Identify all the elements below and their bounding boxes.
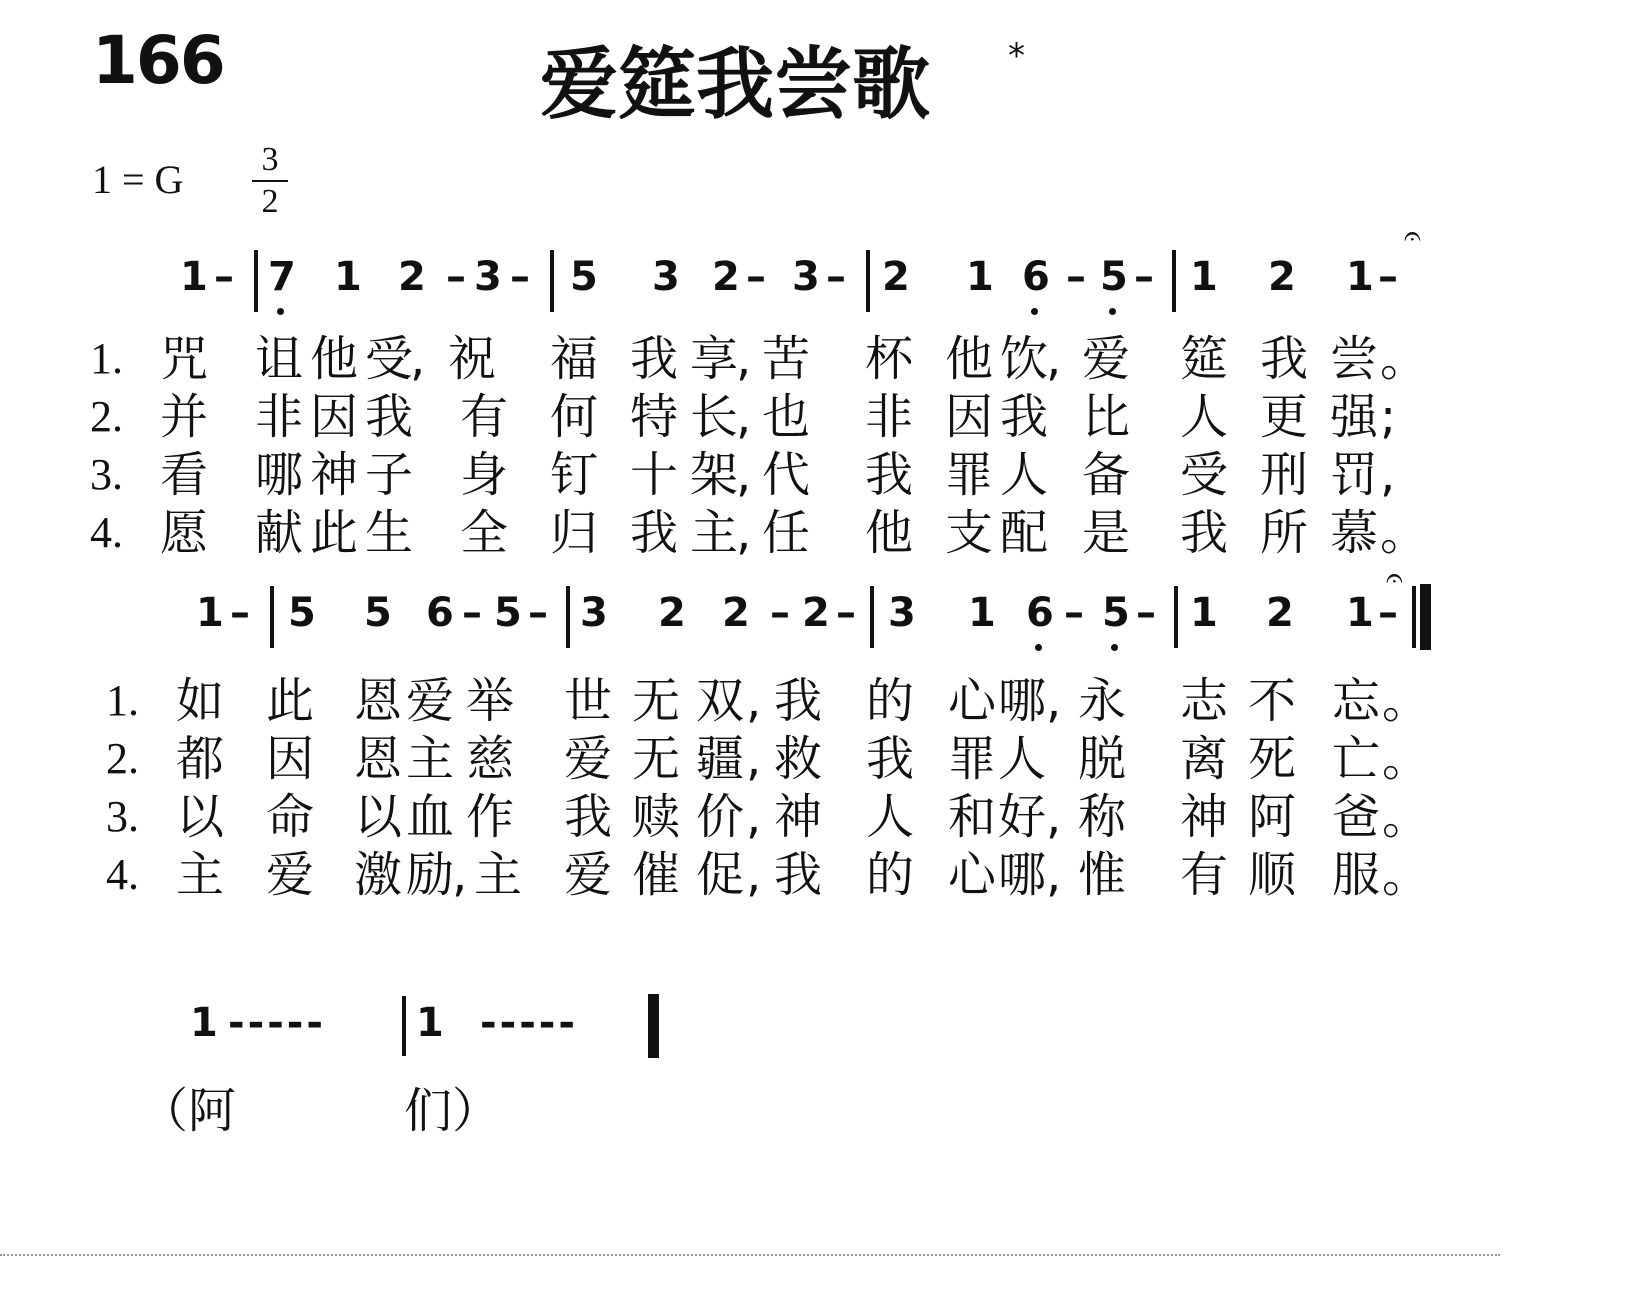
lyric-char: 享 (690, 331, 739, 387)
note: 2 (722, 590, 750, 636)
verse-number: 2. (90, 392, 123, 441)
note: 5 (288, 590, 316, 636)
lyric-char: 筵 (1180, 331, 1229, 387)
octave-dot (1031, 308, 1038, 315)
dash: – (1378, 590, 1401, 636)
barline (550, 250, 554, 312)
lyric-char: 备 (1082, 447, 1131, 503)
lyric-char: 长 (690, 389, 739, 445)
lyric-char: 人 (998, 731, 1047, 787)
verse-number: 4. (106, 850, 139, 899)
note: 2 (802, 590, 830, 636)
lyric-char: 更 (1260, 389, 1309, 445)
note: 2 (658, 590, 686, 636)
lyric-char: 特 (630, 389, 679, 445)
dash: – (826, 254, 849, 300)
lyric-char: 祝 (448, 331, 497, 387)
lyric-char: 全 (460, 505, 509, 561)
lyric-char: 亡 (1332, 731, 1381, 787)
lyric-char: 比 (1082, 389, 1131, 445)
lyric-char: 忘 (1332, 673, 1381, 729)
note: 3 (792, 254, 820, 300)
lyric-char: 也 (762, 389, 811, 445)
lyric-char: 称 (1078, 789, 1127, 845)
note: 2 (1268, 254, 1296, 300)
note: 2 (712, 254, 740, 300)
lyric-char: 愿 (160, 505, 209, 561)
lyric-char: 以 (354, 789, 403, 845)
note: 1 (1190, 254, 1218, 300)
lyric-char: 心 (948, 847, 997, 903)
note: 1 (180, 254, 208, 300)
lyric-char: 。 (1382, 731, 1431, 787)
lyric-char: 哪 (255, 447, 304, 503)
note: 1 (196, 590, 224, 636)
lyric-char: 我 (774, 847, 823, 903)
lyric-char: 世 (564, 673, 613, 729)
lyric-char: 无 (632, 673, 681, 729)
dash: – (230, 590, 253, 636)
lyric-char: 我 (866, 731, 915, 787)
lyric-char: 尝 (1330, 331, 1379, 387)
note: 2 (882, 254, 910, 300)
lyric-char: 催 (632, 847, 681, 903)
note: 1 (190, 1000, 218, 1046)
dash: – (746, 254, 769, 300)
barline (1412, 586, 1416, 648)
dash: – (836, 590, 859, 636)
verse-number: 2. (106, 734, 139, 783)
lyric-char: 激 (354, 847, 403, 903)
note: 6 (426, 590, 454, 636)
lyric-char: 归 (550, 505, 599, 561)
dash: – (1064, 590, 1087, 636)
time-signature (252, 140, 288, 222)
key-signature: 1 = G (92, 157, 184, 202)
dash: – (1378, 254, 1401, 300)
dash: – (1134, 254, 1157, 300)
lyric-char: 如 (176, 673, 225, 729)
note: 1 (1346, 254, 1374, 300)
lyric-char: 爱 (564, 731, 613, 787)
lyric-char: 有 (1180, 847, 1229, 903)
lyric-char: 慕 (1330, 505, 1379, 561)
lyric-char: 我 (1180, 505, 1229, 561)
dash: ----- (480, 1000, 579, 1046)
barline (270, 586, 274, 648)
hymn-number: 166 (92, 22, 224, 99)
lyric-char: 我 (630, 331, 679, 387)
lyric-char: , (736, 447, 752, 503)
lyric-char: 。 (1382, 673, 1431, 729)
amen-lyric-right: 们） (404, 1083, 501, 1139)
lyric-char: 离 (1180, 731, 1229, 787)
lyric-char: 主 (474, 847, 523, 903)
barline (1174, 586, 1178, 648)
lyric-char: 。 (1380, 505, 1429, 561)
lyric-char: 我 (1000, 389, 1049, 445)
lyric-char: 惟 (1078, 847, 1127, 903)
lyric-char: 子 (365, 447, 414, 503)
lyric-char: 哪 (998, 673, 1047, 729)
lyric-char: , (1046, 673, 1062, 729)
lyric-char: 和 (948, 789, 997, 845)
note: 5 (364, 590, 392, 636)
lyric-char: 主 (176, 847, 225, 903)
lyric-char: 哪 (998, 847, 1047, 903)
lyric-char: 我 (630, 505, 679, 561)
lyric-char: 的 (866, 673, 915, 729)
note: 3 (474, 254, 502, 300)
lyric-char: 好 (998, 789, 1047, 845)
lyric-char: 此 (266, 673, 315, 729)
lyric-char: 杯 (865, 331, 914, 387)
lyric-char: 钉 (550, 447, 599, 503)
lyric-char: 看 (160, 447, 209, 503)
lyric-char: 救 (774, 731, 823, 787)
verse-number: 3. (106, 792, 139, 841)
final-barline (1420, 584, 1431, 650)
lyric-char: 双 (696, 673, 745, 729)
dash: – (1136, 590, 1159, 636)
lyric-char: 作 (466, 789, 515, 845)
lyric-char: 命 (266, 789, 315, 845)
lyric-char: 非 (865, 389, 914, 445)
lyric-char: 服 (1332, 847, 1381, 903)
lyric-char: 不 (1248, 673, 1297, 729)
lyric-char: 我 (1260, 331, 1309, 387)
lyric-char: 无 (632, 731, 681, 787)
lyric-char: , (746, 847, 762, 903)
lyric-char: , (746, 789, 762, 845)
time-signature-bottom: 2 (261, 183, 279, 220)
lyric-char: 都 (176, 731, 225, 787)
lyric-char: 饮 (1000, 331, 1049, 387)
dash: – (510, 254, 533, 300)
dash: – (1066, 254, 1089, 300)
lyric-char: 脱 (1078, 731, 1127, 787)
octave-dot (1111, 644, 1118, 651)
lyric-char: 我 (365, 389, 414, 445)
lyric-char: 刑 (1260, 447, 1309, 503)
verse-number: 1. (106, 676, 139, 725)
lyric-char: 我 (774, 673, 823, 729)
hymn-title: 爱筵我尝歌 (540, 40, 931, 130)
lyric-char: 任 (762, 505, 811, 561)
lyric-char: 永 (1078, 673, 1127, 729)
lyric-char: 恩 (354, 731, 403, 787)
lyric-char: 神 (310, 447, 359, 503)
lyric-char: 举 (466, 673, 515, 729)
lyric-char: 促 (696, 847, 745, 903)
lyric-char: 架 (690, 447, 739, 503)
lyric-char: , (1046, 331, 1062, 387)
verse-number: 1. (90, 334, 123, 383)
lyric-char: 并 (160, 389, 209, 445)
lyric-char: 因 (945, 389, 994, 445)
lyric-char: 诅 (255, 331, 304, 387)
dash: – (462, 590, 485, 636)
title-footnote-mark: * (1008, 36, 1025, 76)
octave-dot (277, 308, 284, 315)
note: 2 (1266, 590, 1294, 636)
lyric-char: 神 (1180, 789, 1229, 845)
lyric-char: 。 (1380, 331, 1429, 387)
note: 2 (398, 254, 426, 300)
lyric-char: 志 (1180, 673, 1229, 729)
lyric-char: 有 (460, 389, 509, 445)
lyric-char: 咒 (160, 331, 209, 387)
dash: – (446, 254, 469, 300)
lyric-char: 生 (365, 505, 414, 561)
lyric-char: 因 (266, 731, 315, 787)
lyric-char: 配 (1000, 505, 1049, 561)
lyric-char: 何 (550, 389, 599, 445)
lyric-char: 代 (762, 447, 811, 503)
lyric-char: 受 (365, 331, 414, 387)
lyric-char: 罪 (945, 447, 994, 503)
lyric-char: 十 (630, 447, 679, 503)
lyric-char: 非 (255, 389, 304, 445)
dash: ----- (228, 1000, 327, 1046)
page-divider (0, 1254, 1500, 1256)
lyric-char: 爸 (1332, 789, 1381, 845)
lyric-char: 他 (865, 505, 914, 561)
barline (566, 586, 570, 648)
lyric-char: 血 (406, 789, 455, 845)
lyric-char: 他 (945, 331, 994, 387)
lyric-char: 神 (774, 789, 823, 845)
lyric-char: , (410, 331, 426, 387)
dash: – (214, 254, 237, 300)
lyric-char: 因 (310, 389, 359, 445)
lyric-char: , (1046, 847, 1062, 903)
dash: – (528, 590, 551, 636)
lyric-char: , (736, 389, 752, 445)
barline (866, 250, 870, 312)
lyric-char: , (452, 847, 468, 903)
note: 5 (494, 590, 522, 636)
lyric-char: 罚 (1330, 447, 1379, 503)
lyric-char: 心 (948, 673, 997, 729)
lyric-char: 主 (406, 731, 455, 787)
note: 5 (570, 254, 598, 300)
lyric-char: 赎 (632, 789, 681, 845)
lyric-char: 爱 (1082, 331, 1131, 387)
fermata-icon: 𝄐 (1386, 561, 1403, 596)
lyric-char: 身 (460, 447, 509, 503)
verse-number: 3. (90, 450, 123, 499)
lyric-char: 我 (564, 789, 613, 845)
lyric-char: 所 (1260, 505, 1309, 561)
lyric-char: 人 (1180, 389, 1229, 445)
octave-dot (1035, 644, 1042, 651)
final-barline (648, 994, 659, 1058)
note: 6 (1022, 254, 1050, 300)
lyric-char: 爱 (266, 847, 315, 903)
time-signature-top: 3 (252, 140, 288, 182)
lyric-char: 罪 (948, 731, 997, 787)
lyric-char: 苦 (762, 331, 811, 387)
lyric-char: 我 (865, 447, 914, 503)
lyric-char: 人 (866, 789, 915, 845)
lyric-char: , (746, 673, 762, 729)
lyric-char: 强 (1330, 389, 1379, 445)
lyric-char: 人 (1000, 447, 1049, 503)
lyric-char: 的 (866, 847, 915, 903)
lyric-char: 恩 (354, 673, 403, 729)
lyric-char: 献 (255, 505, 304, 561)
lyric-char: 支 (945, 505, 994, 561)
note: 7 (268, 254, 296, 300)
note: 3 (888, 590, 916, 636)
lyric-char: 励 (406, 847, 455, 903)
barline (254, 250, 258, 312)
lyric-char: , (736, 331, 752, 387)
lyric-char: 主 (690, 505, 739, 561)
barline (870, 586, 874, 648)
note: 1 (416, 1000, 444, 1046)
barline (402, 996, 406, 1056)
lyric-char: ; (1380, 389, 1397, 445)
note: 6 (1026, 590, 1054, 636)
fermata-icon: 𝄐 (1404, 219, 1421, 254)
octave-dot (1109, 308, 1116, 315)
note: 5 (1100, 254, 1128, 300)
barline (1172, 250, 1176, 312)
lyric-char: 此 (310, 505, 359, 561)
lyric-char: 。 (1382, 789, 1431, 845)
note: 5 (1102, 590, 1130, 636)
lyric-char: 慈 (466, 731, 515, 787)
lyric-char: 爱 (564, 847, 613, 903)
lyric-char: 是 (1082, 505, 1131, 561)
lyric-char: 价 (696, 789, 745, 845)
dash: – (770, 590, 793, 636)
lyric-char: , (1380, 447, 1396, 503)
note: 1 (334, 254, 362, 300)
lyric-char: , (746, 731, 762, 787)
lyric-char: 福 (550, 331, 599, 387)
lyric-char: 以 (176, 789, 225, 845)
lyric-char: 。 (1382, 847, 1431, 903)
amen-lyric-left: （阿 (140, 1083, 237, 1139)
lyric-char: 死 (1248, 731, 1297, 787)
lyric-char: , (1046, 789, 1062, 845)
note: 1 (968, 590, 996, 636)
note: 1 (1190, 590, 1218, 636)
lyric-char: 他 (310, 331, 359, 387)
lyric-char: 受 (1180, 447, 1229, 503)
verse-number: 4. (90, 508, 123, 557)
lyric-char: 顺 (1248, 847, 1297, 903)
lyric-char: 阿 (1248, 789, 1297, 845)
note: 1 (966, 254, 994, 300)
note: 1 (1346, 590, 1374, 636)
note: 3 (652, 254, 680, 300)
lyric-char: 爱 (406, 673, 455, 729)
lyric-char: , (736, 505, 752, 561)
lyric-char: 疆 (696, 731, 745, 787)
note: 3 (580, 590, 608, 636)
